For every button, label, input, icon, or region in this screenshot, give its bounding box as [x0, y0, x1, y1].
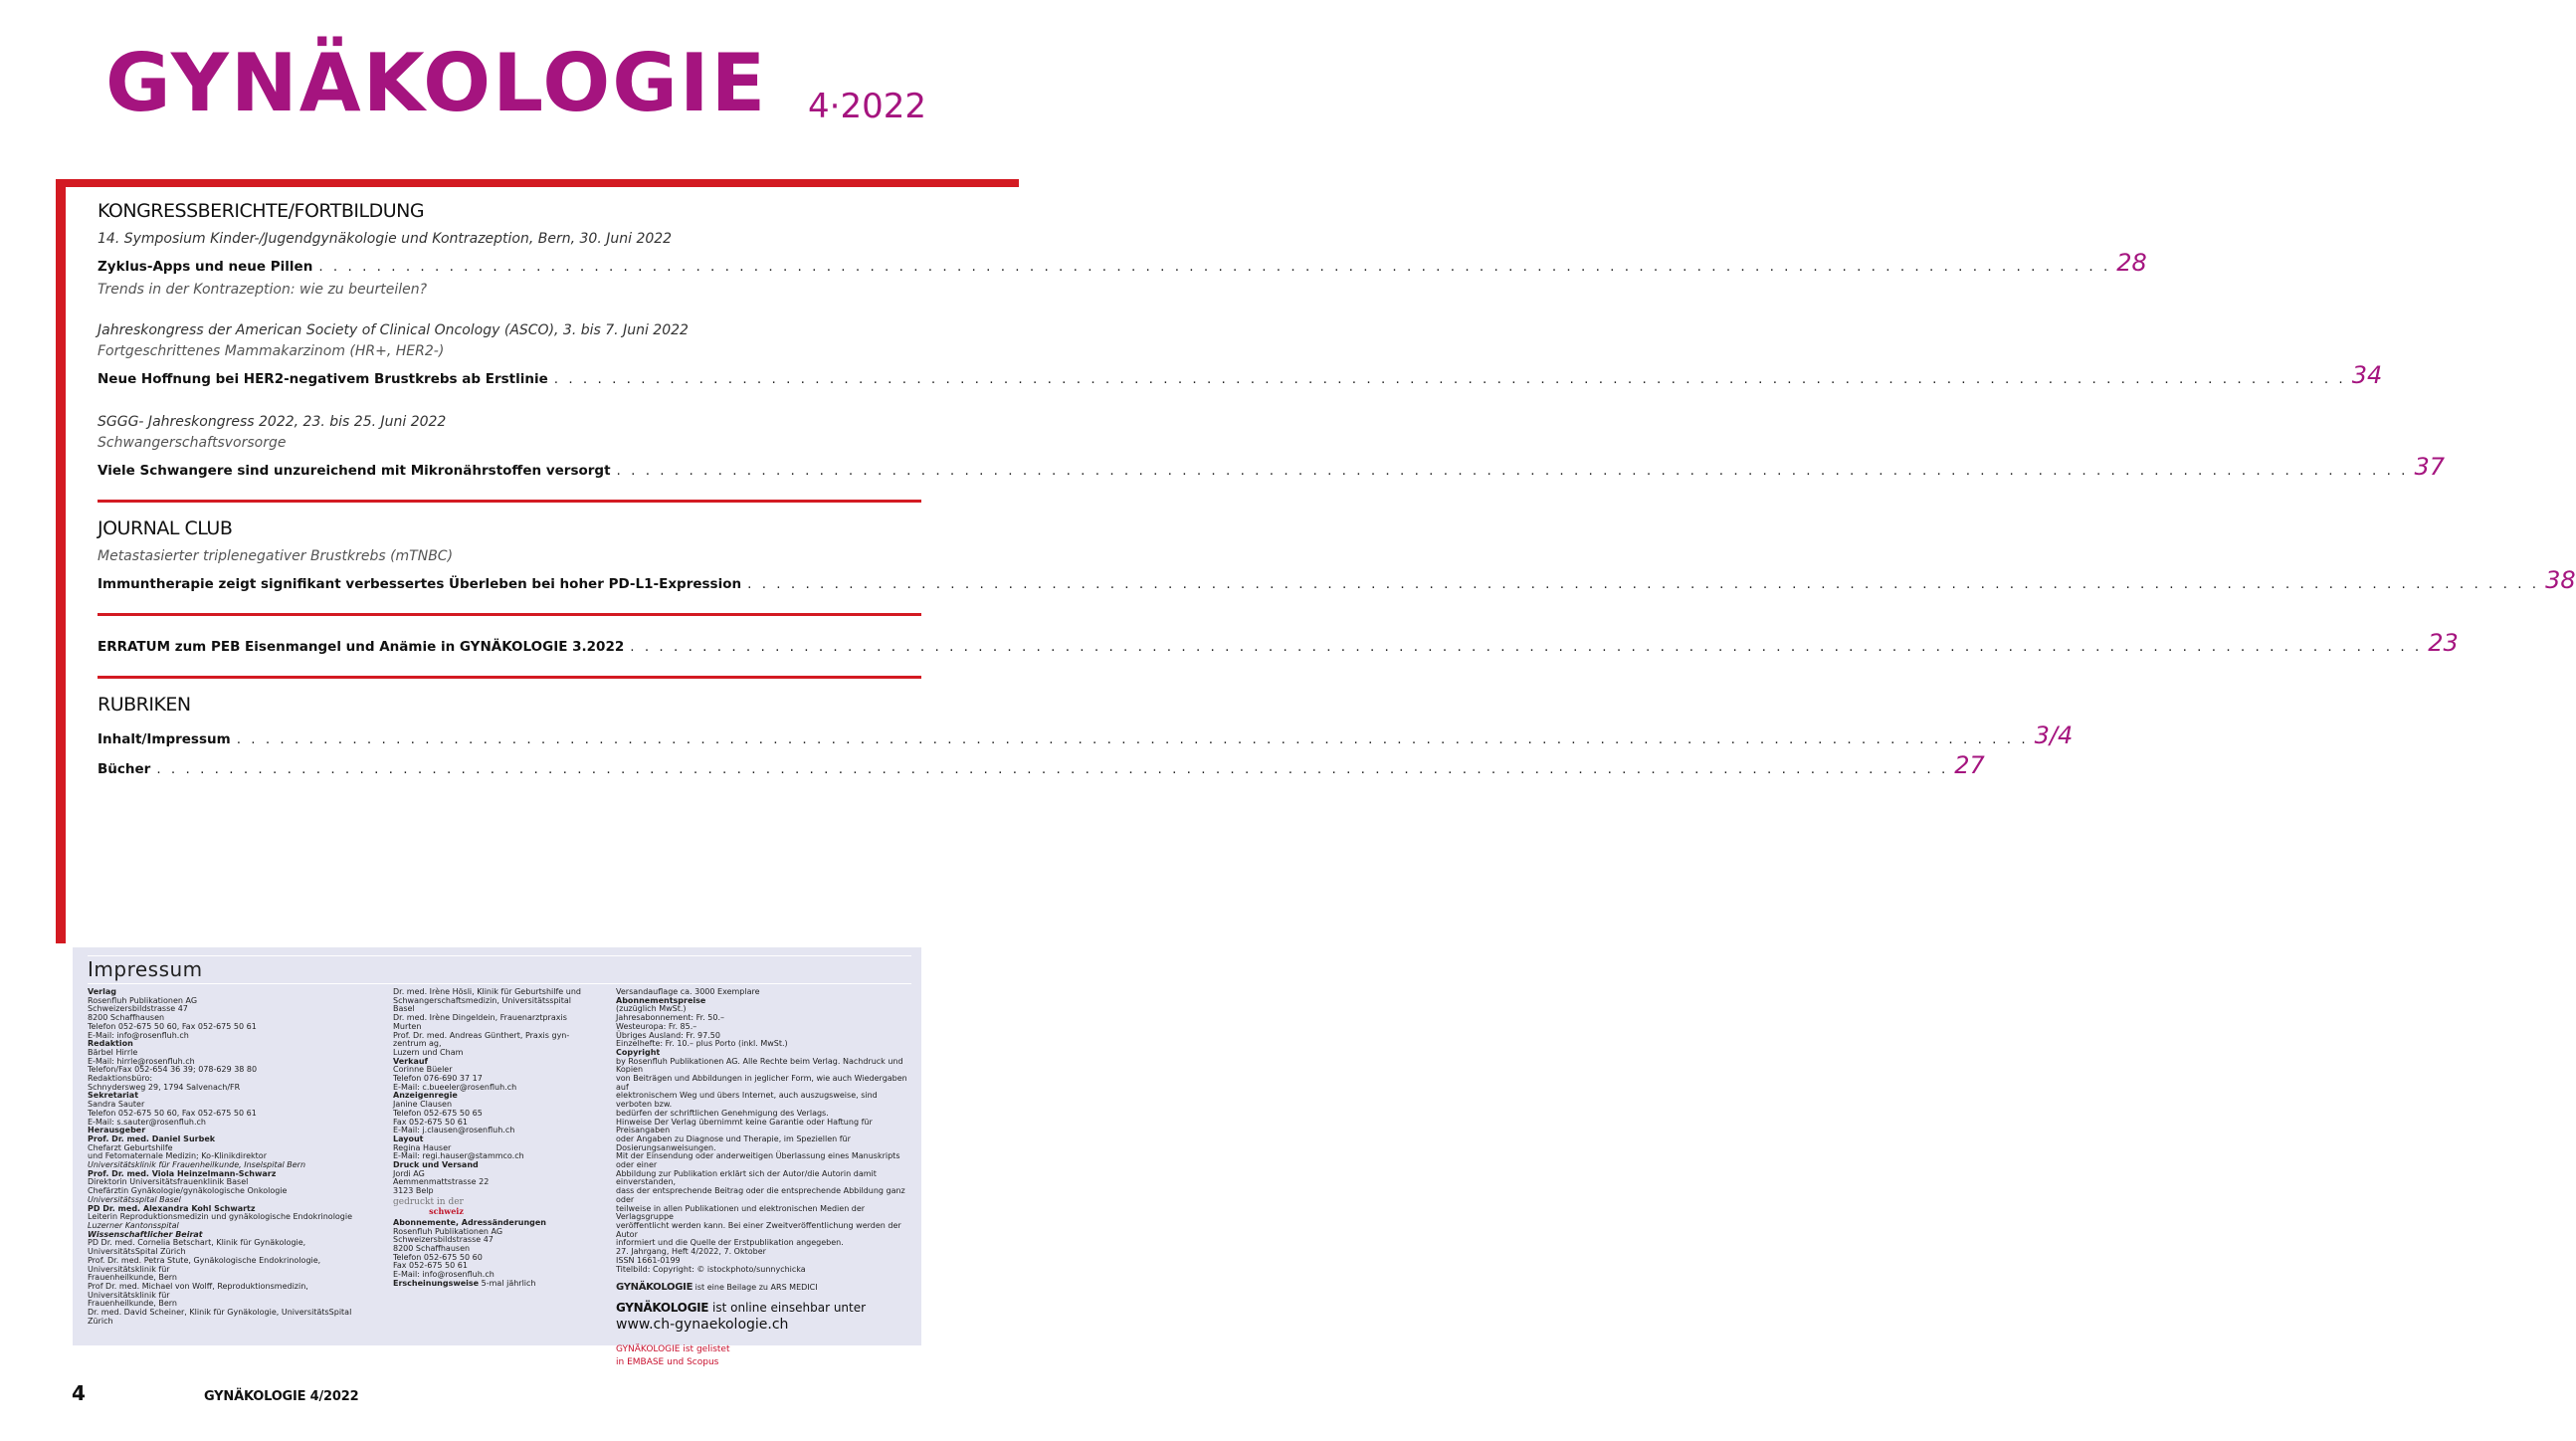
- impressum-line: Rosenfluh Publikationen AG: [393, 1226, 503, 1236]
- toc-page-number: 23: [2428, 629, 2459, 657]
- masthead-title: GYNÄKOLOGIE: [105, 37, 768, 129]
- toc-entry[interactable]: [98, 629, 2459, 660]
- gelistet-note-line-1: GYNÄKOLOGIE ist gelistet: [616, 1343, 730, 1354]
- impressum-column-2-top: [393, 988, 592, 1196]
- toc-intro: SGGG- Jahreskongress 2022, 23. bis 25. Juni 2022: [98, 414, 447, 430]
- impressum-line: 8200 Schaffhausen: [88, 1013, 165, 1023]
- impressum-line: Telefon/Fax 052-654 36 39; 078-629 38 80: [88, 1065, 258, 1075]
- website-link[interactable]: www.ch-gynaekologie.ch: [616, 1316, 789, 1333]
- impressum-line: E-Mail: c.bueeler@rosenfluh.ch: [393, 1082, 517, 1092]
- impressum-line: Dr. med. Irène Dingeldein, Frauenarztpraxis Murten: [393, 1013, 567, 1031]
- impressum-line: Telefon 052-675 50 65: [393, 1108, 483, 1118]
- toc-entry-title: Bücher: [98, 761, 151, 777]
- toc-subtitle: Trends in der Kontrazeption: wie zu beurteilen?: [98, 282, 428, 298]
- leader-dots: . . . . . . . . . . . . . . . . . . . . . . . . . . . . . . . . . . . . . . . . . . . . . . . . . . . . . . . . . . . . . . . . . . . . . . . . . . . . . . . . . . . . . . . . . . . . . . . . . . . . . . . . . . . . . . . . . . . . . . . . . . . .: [747, 576, 2540, 592]
- impressum-line: von Beiträgen und Abbildungen in jeglicher Form, wie auch Wiedergaben auf: [616, 1074, 907, 1092]
- impressum-line: Fax 052-675 50 61: [393, 1117, 468, 1127]
- leader-dots: . . . . . . . . . . . . . . . . . . . . . . . . . . . . . . . . . . . . . . . . . . . . . . . . . . . . . . . . . . . . . . . . . . . . . . . . . . . . . . . . . . . . . . . . . . . . . . . . . . . . . . . . . . . . . . . . . . . . . . . . . . . .: [630, 639, 2423, 655]
- toc-entry-title: Inhalt/Impressum: [98, 731, 231, 747]
- toc-entry-title: Viele Schwangere sind unzureichend mit Mikronährstoffen versorgt: [98, 463, 611, 479]
- impressum-line: Versandauflage ca. 3000 Exemplare: [616, 987, 760, 996]
- impressum-box: [73, 947, 921, 1367]
- impressum-line: 8200 Schaffhausen: [393, 1243, 471, 1253]
- impressum-line: ISSN 1661-0199: [616, 1255, 681, 1265]
- online-note: [616, 1301, 914, 1316]
- impressum-line: Verkauf: [393, 1056, 429, 1066]
- impressum-line: Prof. Dr. med. Petra Stute, Gynäkologische Endokrinologie, Universitätsklinik für: [88, 1255, 321, 1274]
- impressum-line: Hinweise Der Verlag übernimmt keine Garantie oder Haftung für Preisangaben: [616, 1117, 873, 1135]
- impressum-line: Jahresabonnement: Fr. 50.–: [616, 1013, 725, 1023]
- impressum-line: Einzelhefte: Fr. 10.– plus Porto (inkl. MwSt.): [616, 1039, 788, 1049]
- impressum-line: Luzerner Kantonsspital: [88, 1220, 179, 1230]
- gelistet-note-line-2: in EMBASE und Scopus: [616, 1356, 719, 1367]
- toc-entry[interactable]: [98, 361, 2383, 392]
- toc-page-number: 27: [1954, 751, 1985, 779]
- impressum-line: Telefon 076-690 37 17: [393, 1074, 483, 1084]
- stamp-text-country: schweiz: [429, 1205, 464, 1216]
- impressum-line: Frauenheilkunde, Bern: [88, 1273, 177, 1283]
- impressum-line: Chefärztin Gynäkologie/gynäkologische Onkologie: [88, 1186, 288, 1196]
- impressum-line: by Rosenfluh Publikationen AG. Alle Rechte beim Verlag. Nachdruck und Kopien: [616, 1056, 903, 1075]
- section-divider: [98, 500, 921, 503]
- running-footer: GYNÄKOLOGIE 4/2022: [204, 1389, 359, 1404]
- section-heading-journal-club: JOURNAL CLUB: [98, 517, 233, 539]
- impressum-column-1: [88, 988, 376, 1326]
- brand-name: GYNÄKOLOGIE: [616, 1300, 709, 1315]
- toc-entry[interactable]: [98, 721, 2074, 752]
- impressum-line: Anzeigenregie: [393, 1091, 458, 1101]
- impressum-line: Druck und Versand: [393, 1160, 479, 1170]
- section-heading-kongress: KONGRESSBERICHTE/FORTBILDUNG: [98, 200, 425, 222]
- impressum-line: dass der entsprechende Beitrag oder die entsprechende Abbildung ganz oder: [616, 1186, 905, 1204]
- toc-intro: 14. Symposium Kinder-/Jugendgynäkologie und Kontrazeption, Bern, 30. Juni 2022: [98, 231, 673, 247]
- impressum-line: Abonnemente, Adressänderungen: [393, 1217, 547, 1227]
- impressum-line: Schwangerschaftsmedizin, Universitätsspital Basel: [393, 995, 572, 1014]
- impressum-line: Regina Hauser: [393, 1142, 452, 1152]
- impressum-line: elektronischem Weg und übers Internet, auch auszugsweise, sind verboten bzw.: [616, 1091, 878, 1110]
- impressum-line: Westeuropa: Fr. 85.–: [616, 1021, 697, 1031]
- impressum-line: Aemmenmattstrasse 22: [393, 1177, 490, 1187]
- impressum-line: 27. Jahrgang, Heft 4/2022, 7. Oktober: [616, 1247, 766, 1257]
- impressum-line: Schweizersbildstrasse 47: [88, 1004, 188, 1014]
- toc-subtitle: Schwangerschaftsvorsorge: [98, 435, 287, 451]
- table-of-contents: [98, 199, 2576, 782]
- toc-entry[interactable]: [98, 249, 2147, 280]
- toc-entry-title: Neue Hoffnung bei HER2-negativem Brustkrebs ab Erstlinie: [98, 371, 548, 387]
- impressum-line: Rosenfluh Publikationen AG: [88, 995, 198, 1005]
- impressum-line: Prof. Dr. med. Daniel Surbek: [88, 1133, 216, 1143]
- impressum-line: Telefon 052-675 50 60: [393, 1252, 483, 1262]
- page-number: 4: [72, 1381, 86, 1405]
- impressum-line: Wissenschaftlicher Beirat: [88, 1229, 203, 1239]
- printed-in-switzerland-logo: [393, 1198, 464, 1216]
- impressum-line: veröffentlicht werden kann. Bei einer Zweitveröffentlichung werden der Autor: [616, 1220, 901, 1239]
- impressum-line: Jordi AG: [393, 1168, 425, 1178]
- brand-name: GYNÄKOLOGIE: [616, 1282, 694, 1294]
- toc-intro: Jahreskongress der American Society of Clinical Oncology (ASCO), 3. bis 7. Juni 2022: [98, 322, 689, 338]
- impressum-line: Titelbild: Copyright: © istockphoto/sunnychicka: [616, 1264, 806, 1274]
- erscheinungsweise: [393, 1280, 592, 1289]
- red-frame-top: [56, 179, 1019, 187]
- impressum-line: Layout: [393, 1133, 424, 1143]
- leader-dots: . . . . . . . . . . . . . . . . . . . . . . . . . . . . . . . . . . . . . . . . . . . . . . . . . . . . . . . . . . . . . . . . . . . . . . . . . . . . . . . . . . . . . . . . . . . . . . . . . . . . . . . . . . . . . . . . . . . . . . . . . . . .: [156, 761, 1949, 777]
- leader-dots: . . . . . . . . . . . . . . . . . . . . . . . . . . . . . . . . . . . . . . . . . . . . . . . . . . . . . . . . . . . . . . . . . . . . . . . . . . . . . . . . . . . . . . . . . . . . . . . . . . . . . . . . . . . . . . . . . . . . . . . . . . . .: [318, 259, 2111, 275]
- impressum-line: Redaktion: [88, 1039, 133, 1049]
- impressum-line: Universitätsklinik für Frauenheilkunde, Inselspital Bern: [88, 1160, 306, 1170]
- impressum-column-3-text: [616, 988, 914, 1274]
- impressum-column-3: [616, 988, 914, 1369]
- online-text: ist online einsehbar unter: [708, 1300, 867, 1315]
- impressum-line: E-Mail: hirrle@rosenfluh.ch: [88, 1056, 195, 1066]
- impressum-line: Abbildung zur Publikation erklärt sich der Autor/die Autorin damit einverstanden,: [616, 1168, 877, 1187]
- impressum-line: informiert und die Quelle der Erstpublikation angegeben.: [616, 1238, 844, 1248]
- impressum-line: 3123 Belp: [393, 1186, 434, 1196]
- impressum-line: Prof. Dr. med. Viola Heinzelmann-Schwarz: [88, 1168, 277, 1178]
- impressum-line: Abonnementspreise: [616, 995, 706, 1005]
- impressum-line: Prof. Dr. med. Andreas Günthert, Praxis gyn-zentrum ag,: [393, 1030, 570, 1049]
- impressum-line: Redaktionsbüro:: [88, 1074, 153, 1084]
- impressum-line: E-Mail: regi.hauser@stammco.ch: [393, 1151, 524, 1161]
- beilage-note: [616, 1284, 914, 1293]
- masthead-issue: 4·2022: [808, 87, 926, 126]
- impressum-line: und Fetomaternale Medizin; Ko-Klinikdirektor: [88, 1151, 267, 1161]
- beilage-text: ist eine Beilage zu ARS MEDICI: [693, 1283, 818, 1293]
- impressum-line: Mit der Einsendung oder anderweitigen Überlassung eines Manuskripts oder einer: [616, 1151, 900, 1170]
- toc-entry-title: Immuntherapie zeigt signifikant verbessertes Überleben bei hoher PD-L1-Expression: [98, 576, 742, 592]
- erscheinungsweise-value: 5-mal jährlich: [479, 1278, 536, 1288]
- impressum-line: Dr. med. David Scheiner, Klinik für Gynäkologie, UniversitätsSpital Zürich: [88, 1308, 352, 1326]
- toc-entry[interactable]: [98, 453, 2446, 484]
- toc-entry-title: Zyklus-Apps und neue Pillen: [98, 259, 313, 275]
- impressum-line: Bärbel Hirrle: [88, 1047, 138, 1057]
- impressum-line: Prof Dr. med. Michael von Wolff, Reproduktionsmedizin, Universitätsklinik für: [88, 1281, 308, 1300]
- section-heading-rubriken: RUBRIKEN: [98, 694, 191, 716]
- leader-dots: . . . . . . . . . . . . . . . . . . . . . . . . . . . . . . . . . . . . . . . . . . . . . . . . . . . . . . . . . . . . . . . . . . . . . . . . . . . . . . . . . . . . . . . . . . . . . . . . . . . . . . . . . . . . . . . . . . . . . . . . . . . .: [553, 371, 2346, 387]
- red-frame-left: [56, 179, 66, 943]
- impressum-line: Herausgeber: [88, 1126, 146, 1135]
- toc-subtitle: Fortgeschrittenes Mammakarzinom (HR+, HER2-): [98, 343, 445, 359]
- impressum-line: (zuzüglich MwSt.): [616, 1004, 687, 1014]
- toc-page-number: 34: [2351, 361, 2383, 389]
- impressum-line: Schnydersweg 29, 1794 Salvenach/FR: [88, 1082, 241, 1092]
- toc-entry[interactable]: [98, 566, 2576, 597]
- toc-page-number: 38: [2545, 566, 2576, 594]
- leader-dots: . . . . . . . . . . . . . . . . . . . . . . . . . . . . . . . . . . . . . . . . . . . . . . . . . . . . . . . . . . . . . . . . . . . . . . . . . . . . . . . . . . . . . . . . . . . . . . . . . . . . . . . . . . . . . . . . . . . . . . . . . . . .: [616, 463, 2409, 479]
- impressum-line: Verlag: [88, 987, 116, 996]
- impressum-line: PD Dr. med. Cornelia Betschart, Klinik für Gynäkologie, UniversitätsSpital Zürich: [88, 1238, 306, 1257]
- impressum-line: Telefon 052-675 50 60, Fax 052-675 50 61: [88, 1021, 257, 1031]
- impressum-line: Sandra Sauter: [88, 1100, 145, 1110]
- section-divider: [98, 676, 921, 679]
- impressum-line: Janine Clausen: [393, 1100, 453, 1110]
- impressum-column-2-bottom: [393, 1219, 592, 1280]
- impressum-line: Copyright: [616, 1047, 661, 1057]
- impressum-line: Dr. med. Irène Hösli, Klinik für Geburtshilfe und: [393, 987, 581, 996]
- stamp-text: gedruckt in der: [393, 1196, 464, 1207]
- impressum-line: E-Mail: s.sauter@rosenfluh.ch: [88, 1117, 206, 1127]
- impressum-column-2: [393, 988, 592, 1289]
- erscheinungsweise-label: Erscheinungsweise: [393, 1278, 480, 1288]
- divider: [88, 983, 911, 984]
- toc-page-number: 3/4: [2034, 721, 2074, 749]
- impressum-line: Chefarzt Geburtshilfe: [88, 1142, 173, 1152]
- impressum-line: Telefon 052-675 50 60, Fax 052-675 50 61: [88, 1108, 257, 1118]
- impressum-line: oder Angaben zu Diagnose und Therapie, im Speziellen für Dosierungsanweisungen.: [616, 1133, 851, 1152]
- impressum-line: PD Dr. med. Alexandra Kohl Schwartz: [88, 1203, 256, 1213]
- impressum-line: Übriges Ausland: Fr. 97.50: [616, 1030, 720, 1040]
- impressum-line: Sekretariat: [88, 1091, 139, 1101]
- impressum-line: teilweise in allen Publikationen und elektronischen Medien der Verlagsgruppe: [616, 1203, 866, 1222]
- impressum-line: bedürfen der schriftlichen Genehmigung des Verlags.: [616, 1108, 829, 1118]
- impressum-line: E-Mail: info@rosenfluh.ch: [88, 1030, 189, 1040]
- toc-entry[interactable]: [98, 751, 1985, 782]
- toc-subtitle: Metastasierter triplenegativer Brustkrebs (mTNBC): [98, 548, 454, 564]
- leader-dots: . . . . . . . . . . . . . . . . . . . . . . . . . . . . . . . . . . . . . . . . . . . . . . . . . . . . . . . . . . . . . . . . . . . . . . . . . . . . . . . . . . . . . . . . . . . . . . . . . . . . . . . . . . . . . . . . . . . . . . . . . . . .: [236, 731, 2029, 747]
- impressum-line: E-Mail: j.clausen@rosenfluh.ch: [393, 1126, 515, 1135]
- impressum-line: Frauenheilkunde, Bern: [88, 1299, 177, 1309]
- impressum-line: Leiterin Reproduktionsmedizin und gynäkologische Endokrinologie: [88, 1212, 353, 1222]
- impressum-line: Corinne Büeler: [393, 1065, 453, 1075]
- divider: [88, 955, 911, 956]
- impressum-line: E-Mail: info@rosenfluh.ch: [393, 1270, 495, 1280]
- impressum-line: Direktorin Universitätsfrauenklinik Basel: [88, 1177, 249, 1187]
- section-divider: [98, 613, 921, 616]
- impressum-line: Fax 052-675 50 61: [393, 1261, 468, 1271]
- toc-page-number: 37: [2414, 453, 2446, 481]
- impressum-line: Schweizersbildstrasse 47: [393, 1235, 494, 1245]
- toc-entry-title: ERRATUM zum PEB Eisenmangel und Anämie in GYNÄKOLOGIE 3.2022: [98, 639, 625, 655]
- impressum-line: Universitätsspital Basel: [88, 1194, 181, 1204]
- impressum-line: Luzern und Cham: [393, 1047, 464, 1057]
- toc-page-number: 28: [2116, 249, 2147, 277]
- impressum-title: Impressum: [88, 957, 203, 981]
